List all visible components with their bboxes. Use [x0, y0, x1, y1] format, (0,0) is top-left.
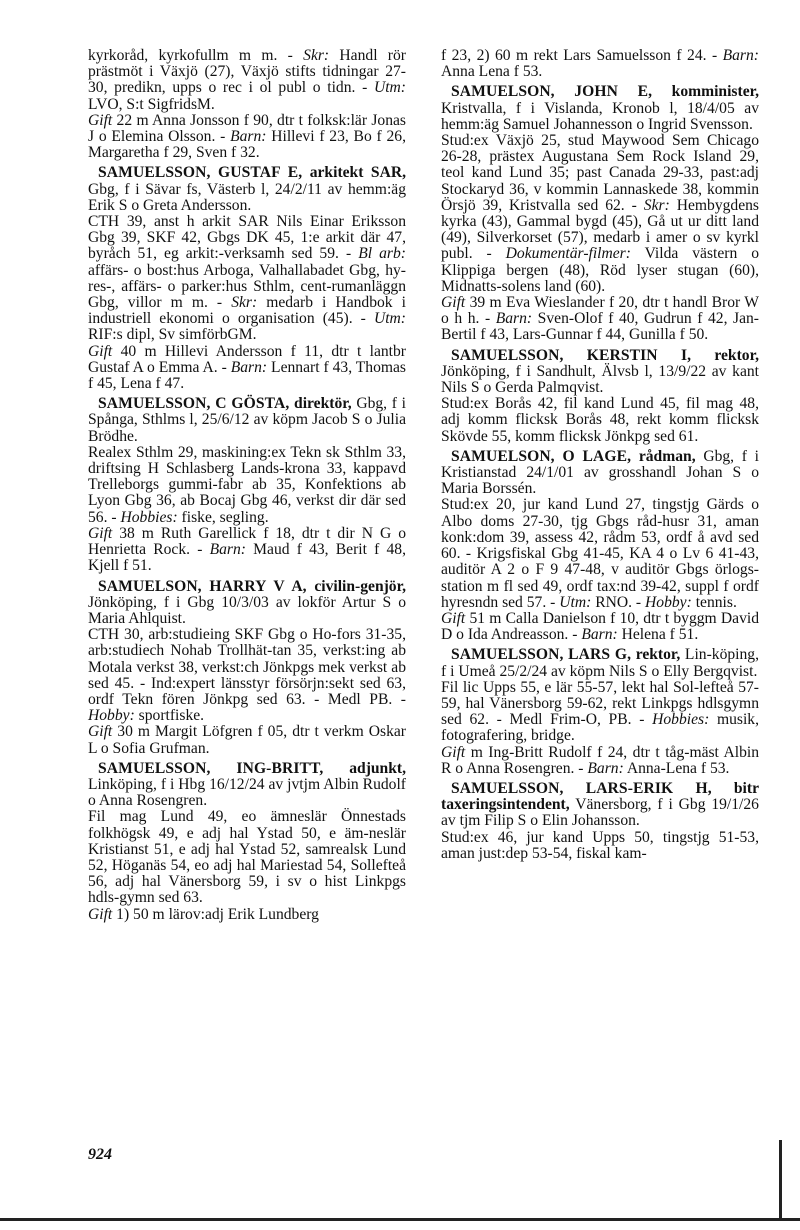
biography-entry [88, 579, 406, 757]
entry-name: SAMUELSSON, KERSTIN I, [451, 346, 692, 364]
entry-name: SAMUELSSON, LARS-ERIK H, [451, 779, 712, 797]
entry-title: bitr taxeringsintendent, [441, 779, 759, 814]
entry-heading [441, 84, 759, 133]
entry-heading [441, 647, 759, 679]
entry-title: civilin-genjör, [314, 577, 406, 595]
entry-title: rektor, [635, 646, 681, 664]
biography-entry [441, 781, 759, 862]
entry-paragraph: Fil lic Upps 55, e lär 55-57, lekt hal Sol-lefteå 57-59, hal Vänersborg 59-62, rekt Linkpgs hdlsgymn sed 62. - Medl Frim-O, PB. - Hobbies: musik, fotografering, bridge. [441, 678, 759, 745]
entry-paragraph: CTH 30, arb:studieing SKF Gbg o Ho-fors 31-35, arb:studiech Nohab Trollhät-tan 35, verkst:ing ab Motala verkst 38, verkst:ch Jönkpgs mek verkst ab sed 45. - Ind:expert länsstyr försörjn:sekt sed 63, ordf Tekn fören Jönkpg sed 63. - Medl PB. - Hobby: sportfiske. [88, 626, 406, 725]
entry-name: SAMUELSON, JOHN E, [451, 83, 653, 101]
entry-origin: Gbg, f i Spånga, Sthlms l, 25/6/12 av köpm Jacob S o Julia Brödhe. [88, 395, 406, 445]
entry-paragraph: Gift 38 m Ruth Garellick f 18, dtr t dir N G o Henrietta Rock. - Barn: Maud f 43, Berit f 48, Kjell f 51. [88, 524, 406, 575]
entry-title: arkitekt SAR, [309, 164, 406, 182]
entry-paragraph: Realex Sthlm 29, maskining:ex Tekn sk Sthlm 33, driftsing H Schlasberg Lands-krona 33, kappavd Trelleborgs gummi-fabr ab 35, Konfektions ab Lyon Gbg 36, ab Bocaj Gbg 46, verkst dir där sed 56. - Hobbies: fiske, segling. [88, 443, 406, 526]
biography-entry [88, 48, 406, 161]
biography-entry [88, 396, 406, 574]
biography-entry [441, 449, 759, 643]
entry-origin: Gbg, f i Sävar fs, Västerb l, 24/2/11 av hemm:äg Erik S o Greta Andersson. [88, 180, 406, 214]
entry-heading [88, 579, 406, 628]
entry-paragraph: CTH 39, anst h arkit SAR Nils Einar Eriksson Gbg 39, SKF 42, Gbgs DK 45, 1:e arkit där 47, byråch 51, eg arkit:-verksamh sed 59. - Bl arb: affärs- o bost:hus Arboga, Valhallabadet Gbg, hy-res-, affärs- o parker:hus Sthlm, cent-rumanläggn Gbg, villor m m. - Skr: medarb i Handbok i industriell ekonomi o organisation (45). - Utm: RIF:s dipl, Sv simförbGM. [88, 213, 406, 344]
biography-entry [441, 84, 759, 343]
entry-paragraph: Gift 1) 50 m lärov:adj Erik Lundberg [88, 905, 319, 923]
entry-heading [441, 348, 759, 397]
entry-paragraph: Gift 39 m Eva Wieslander f 20, dtr t handl Bror W o h h. - Barn: Sven-Olof f 40, Gudrun f 42, Jan-Bertil f 43, Lars-Gunnar f 44, Gunilla f 50. [441, 294, 760, 344]
entry-heading [88, 396, 406, 445]
entry-origin: Jönköping, f i Gbg 10/3/03 av lokför Artur S o Maria Ahlquist. [88, 593, 406, 627]
entry-name: SAMUELSON, O LAGE, [451, 447, 632, 465]
entry-heading [441, 781, 759, 830]
entry-heading [88, 165, 406, 214]
biography-entry [441, 348, 759, 445]
entry-paragraph: Gift 22 m Anna Jonsson f 90, dtr t folksk:lär Jonas J o Elemina Olsson. - Barn: Hillevi f 23, Bo f 26, Margaretha f 29, Sven f 32. [88, 111, 406, 162]
entry-name: SAMUELSSON, ING-BRITT, [98, 759, 324, 777]
entry-paragraph: Stud:ex Borås 42, fil kand Lund 45, fil mag 48, adj komm flicksk Borås 48, rekt komm flicksk Skövde 55, komm flicksk Jönkpg sed 61. [441, 395, 759, 445]
entry-title: rådman, [638, 447, 696, 465]
entry-heading [441, 449, 759, 498]
entry-title: adjunkt, [349, 759, 406, 777]
entry-name: SAMUELSSON, GUSTAF E, [98, 164, 303, 182]
entry-paragraph: Stud:ex 20, jur kand Lund 27, tingstjg Gärds o Albo doms 27-30, tjg Gbgs råd-husr 31, aman konk:dom 39, assess 42, rådm 53, ordf å avd sed 60. - Krigsfiskal Gbg 41-45, KA 4 o Lv 6 41-43, auditör A 2 o F 9 47-48, v auditör Gbgs örlogs-station m fl sed 49, ordf tax:nd 39-42, suppl f ordf hyresndn sed 57. - Utm: RNO. - Hobby: tennis. [441, 496, 759, 611]
entry-paragraph: Gift 30 m Margit Löfgren f 05, dtr t verkm Oskar L o Sofia Grufman. [88, 723, 406, 757]
entry-paragraph: Fil mag Lund 49, eo ämneslär Önnestads folkhögsk 49, e adj hal Ystad 50, e äm-neslär Kristianst 51, e adj hal Ystad 52, samrealsk Lund 52, Höganäs 54, eo adj hal Mariestad 54, Sollefteå 56, adj hal Vänersborg 59, i sv o hist Linkpgs hdls-gymn sed 63. [88, 808, 406, 907]
entry-paragraph: Gift 51 m Calla Danielson f 10, dtr t byggm David D o Ida Andreasson. - Barn: Helena f 51. [441, 609, 759, 644]
entry-paragraph: Stud:ex 46, jur kand Upps 50, tingstjg 51-53, aman just:dep 53-54, fiskal kam- [441, 828, 759, 862]
entry-paragraph: Gift 40 m Hillevi Andersson f 11, dtr t lantbr Gustaf A o Emma A. - Barn: Lennart f 43, Thomas f 45, Lena f 47. [88, 342, 406, 393]
entry-origin: Vänersborg, f i Gbg 19/1/26 av tjm Filip S o Elin Johansson. [441, 796, 759, 830]
entry-paragraph: Stud:ex Växjö 25, stud Maywood Sem Chicago 26-28, prästex Augustana Sem Rock Island 29, teol kand Lund 35; past Canada 29-33, past:adj Stockaryd 36, v kommin Lannaskede 38, kommin Örsjö 39, Kristvalla sed 62. - Skr: Hembygdens kyrka (43), Gammal bygd (45), Gå ut ur ditt land (49), Silverkorset (57), medarb i amer o sv kyrkl publ. - Dokumentär-filmer: Vilda västern o Klippiga bergen (48), Röd lyser stugan (60), Midnatts-solens land (60). [441, 132, 759, 295]
entry-origin: Jönköping, f i Sandhult, Älvsb l, 13/9/22 av kant Nils S o Gerda Palmqvist. [441, 362, 759, 397]
left-column [88, 48, 406, 927]
entry-origin: Gbg, f i Kristianstad 24/1/01 av grosshandl Johan S o Maria Borssén. [441, 447, 760, 498]
entry-name: SAMUELSSON, LARS G, [451, 646, 632, 664]
entry-name: SAMUELSON, HARRY V A, [98, 577, 307, 595]
entry-paragraph: kyrkoråd, kyrkofullm m m. - Skr: Handl rör prästmöt i Växjö (27), Växjö stifts tidningar 27-30, predikn, upps o rec i ol publ o tidn. - Utm: LVO, S:t SigfridsM. [88, 47, 406, 113]
bottom-border [0, 1218, 800, 1221]
right-border [779, 1140, 782, 1220]
page-number: 924 [88, 1146, 112, 1163]
entry-paragraph: f 23, 2) 60 m rekt Lars Samuelsson f 24. - Barn: Anna Lena f 53. [441, 47, 759, 81]
entry-paragraph: Gift m Ing-Britt Rudolf f 24, dtr t tåg-mäst Albin R o Anna Rosengren. - Barn: Anna-Lena f 53. [441, 743, 759, 777]
entry-heading [88, 761, 406, 810]
biography-entry [441, 647, 759, 777]
entry-origin: Linköping, f i Hbg 16/12/24 av jvtjm Albin Rudolf o Anna Rosengren. [88, 775, 406, 810]
entry-origin: Kristvalla, f i Vislanda, Kronob l, 18/4/05 av hemm:äg Samuel Johannesson o Ingrid Svensson. [441, 99, 759, 133]
entry-title: komminister, [671, 83, 759, 101]
entry-title: direktör, [294, 395, 352, 413]
biography-entry [88, 165, 406, 392]
entry-title: rektor, [714, 346, 759, 364]
right-column [441, 48, 759, 866]
biography-entry [441, 48, 759, 80]
entry-origin: Lin-köping, f i Umeå 25/2/24 av köpm Nils S o Elly Bergqvist. [441, 646, 759, 680]
entry-name: SAMUELSSON, C GÖSTA, [98, 395, 290, 413]
biography-entry [88, 761, 406, 923]
